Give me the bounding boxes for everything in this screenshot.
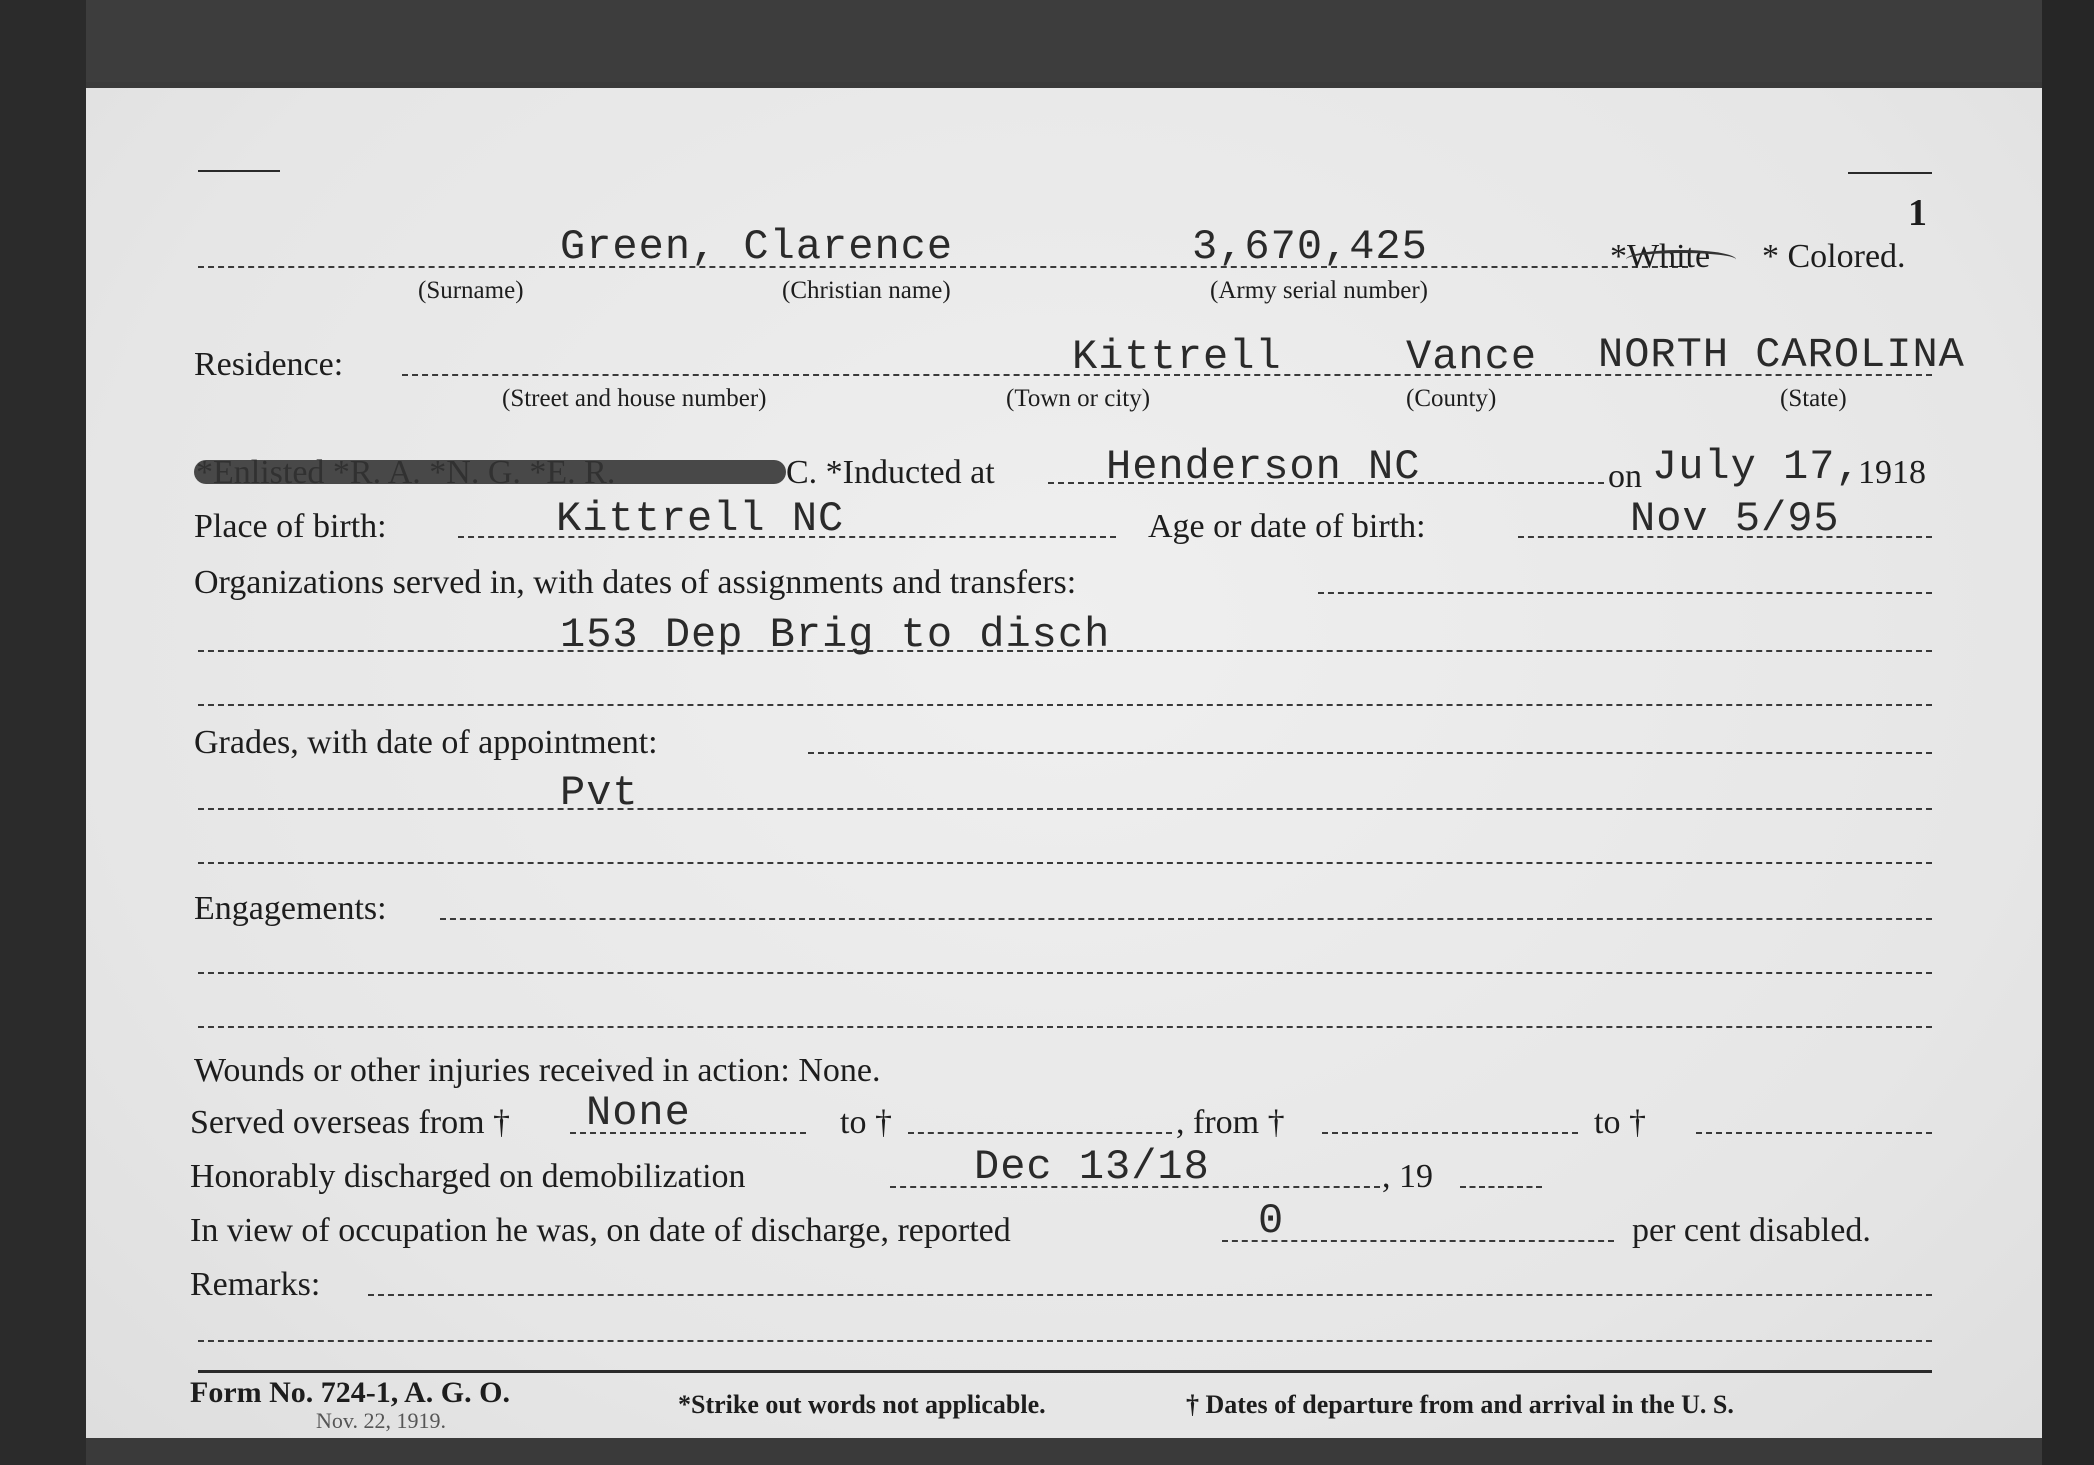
discharge-value: Dec 13/18 (974, 1143, 1210, 1191)
serial-value: 3,670,425 (1192, 223, 1428, 271)
race-colored: * Colored. (1762, 238, 1906, 275)
footnote-strike-out: *Strike out words not applicable. (678, 1390, 1046, 1419)
race-white: *White (1610, 238, 1711, 275)
page-number: 1 (1908, 192, 1927, 234)
age-value: Nov 5/95 (1630, 495, 1840, 543)
overseas-label: Served overseas from † (190, 1104, 511, 1141)
state-caption: (State) (1780, 385, 1847, 412)
scan-border-top (0, 0, 2094, 82)
on-label: on (1608, 458, 1642, 495)
overseas-to-label: to † (840, 1104, 892, 1141)
organizations-line-3 (198, 704, 1932, 706)
engagements-line-3 (198, 1026, 1932, 1028)
form-date: Nov. 22, 1919. (316, 1408, 446, 1433)
footnote-dates: † Dates of departure from and arrival in the U. S. (1186, 1390, 1734, 1419)
overseas-value: None (586, 1089, 691, 1137)
town-value: Kittrell (1072, 333, 1282, 381)
enlisted-strikeout (194, 460, 786, 484)
county-value: Vance (1406, 333, 1538, 381)
remarks-line-1 (368, 1294, 1932, 1296)
town-caption: (Town or city) (1006, 385, 1151, 412)
inducted-date: July 17, (1652, 443, 1862, 491)
service-record-card (86, 88, 2042, 1438)
disabled-label: In view of occupation he was, on date of discharge, reported (190, 1212, 1011, 1249)
remarks-label: Remarks: (190, 1266, 321, 1303)
christian-name-caption: (Christian name) (782, 277, 951, 304)
race-white-strikeout (1626, 250, 1736, 269)
grades-value: Pvt (560, 769, 639, 817)
organizations-value: 153 Dep Brig to disch (560, 611, 1111, 659)
organizations-line-1 (1318, 592, 1932, 594)
surname-caption: (Surname) (418, 277, 524, 304)
engagements-label: Engagements: (194, 890, 387, 927)
disabled-value: 0 (1258, 1197, 1285, 1245)
birthplace-value: Kittrell NC (556, 495, 845, 543)
serial-caption: (Army serial number) (1210, 277, 1428, 304)
disabled-suffix: per cent disabled. (1632, 1212, 1871, 1249)
organizations-label: Organizations served in, with dates of assignments and transfers: (194, 564, 1077, 601)
engagements-line-1 (440, 918, 1932, 920)
inducted-year: 1918 (1858, 454, 1926, 491)
street-caption: (Street and house number) (502, 385, 767, 412)
birthplace-label: Place of birth: (194, 508, 387, 545)
overseas-to2-label: to † (1594, 1104, 1646, 1141)
wounds-label: Wounds or other injuries received in action: None. (194, 1052, 881, 1089)
engagements-line-2 (198, 972, 1932, 974)
scan-border-right (2042, 0, 2094, 1465)
county-caption: (County) (1406, 385, 1497, 412)
overseas-to-line (908, 1132, 1172, 1134)
top-right-rule (1848, 172, 1932, 174)
age-label: Age or date of birth: (1148, 508, 1426, 545)
state-value: NORTH CAROLINA (1598, 331, 1965, 379)
overseas-from2-label: , from † (1176, 1104, 1285, 1141)
form-number: Form No. 724-1, A. G. O. (190, 1376, 510, 1409)
residence-label: Residence: (194, 346, 344, 383)
overseas-to2-line (1696, 1132, 1932, 1134)
inducted-label: C. *Inducted at (786, 454, 995, 491)
overseas-from2-line (1322, 1132, 1578, 1134)
scan-border-left (0, 0, 86, 1465)
grades-line-1 (808, 752, 1932, 754)
remarks-line-2 (198, 1340, 1932, 1342)
discharge-label: Honorably discharged on demobilization (190, 1158, 746, 1195)
inducted-value: Henderson NC (1106, 443, 1421, 491)
grades-label: Grades, with date of appointment: (194, 724, 658, 761)
name-value: Green, Clarence (560, 223, 954, 271)
top-left-rule (198, 170, 280, 172)
grades-line-2 (198, 808, 1932, 810)
discharge-year-line (1460, 1186, 1542, 1188)
discharge-year-label: , 19 (1382, 1158, 1433, 1195)
grades-line-3 (198, 862, 1932, 864)
footer-rule (198, 1370, 1932, 1373)
